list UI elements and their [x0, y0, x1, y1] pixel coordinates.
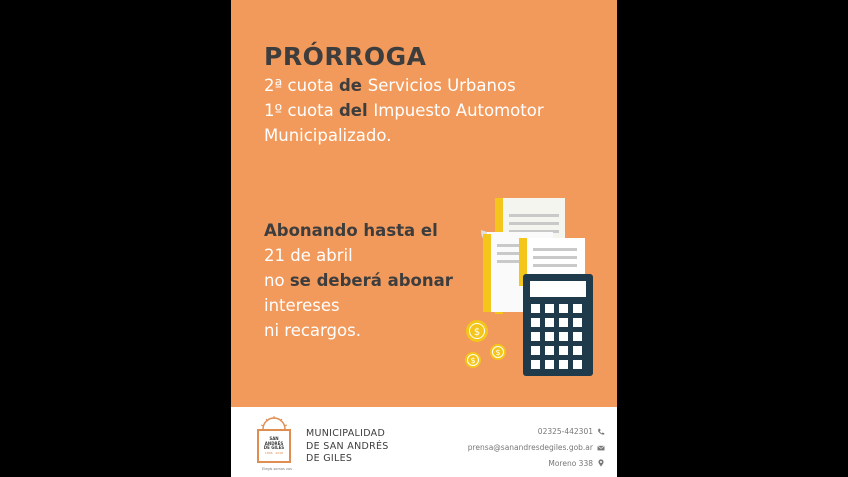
body-line-2: 21 de abril [264, 246, 353, 265]
envelope-icon [597, 444, 605, 452]
logo-box [257, 429, 291, 463]
coin-icon [465, 352, 481, 368]
subtitle-1-a: 2ª cuota [264, 76, 339, 95]
subtitle-2-c: Impuesto Automotor [373, 101, 544, 120]
coin-icon [490, 344, 506, 360]
subtitle-1-b: de [338, 76, 368, 95]
body-line-3-b: se deberá abonar [289, 271, 453, 290]
address-text: Moreno 338 [548, 459, 593, 468]
logo-tagline: Elegís somos vos [262, 467, 292, 471]
subtitle-line-3 [264, 125, 391, 147]
org-line-3: DE GILES [306, 453, 353, 464]
subtitle-2-a: 1º cuota [264, 101, 339, 120]
invoice-calculator-illustration [461, 194, 601, 384]
org-line-2: DE SAN ANDRÉS [306, 440, 389, 452]
svg-text:$: $ [473, 327, 481, 338]
email-text: prensa@sanandresdegiles.gob.ar [467, 443, 593, 452]
logo-line-2: ANDRÉS [264, 440, 284, 446]
body-line-4: intereses [264, 296, 340, 315]
calculator-icon [523, 274, 593, 376]
body-line-5: ni recargos. [264, 321, 361, 340]
svg-text:$: $ [495, 348, 501, 357]
phone-text: 02325-442301 [537, 427, 593, 436]
municipality-logo [257, 415, 293, 473]
logo-line-3: DE GILES [263, 445, 285, 451]
phone-icon [597, 428, 605, 436]
footer [231, 407, 617, 477]
body-line-1: Abonando hasta el [264, 221, 438, 240]
svg-text:$: $ [470, 356, 476, 365]
coin-icon [466, 320, 488, 342]
subtitle-3-a: Municipalizado. [264, 126, 392, 145]
organization-name [306, 428, 389, 466]
subtitle-line-1 [264, 75, 516, 97]
body-line-3-a: no [264, 271, 290, 290]
title: PRÓRROGA [264, 42, 427, 71]
logo-years: 1806 · 2018 [264, 450, 284, 455]
org-line-1: MUNICIPALIDAD [306, 428, 386, 439]
map-pin-icon [597, 459, 605, 467]
body-line-3 [264, 270, 453, 292]
poster [231, 0, 617, 477]
subtitle-line-2 [264, 100, 544, 122]
logo-line-1: SAN [269, 436, 279, 442]
subtitle-2-b: del [338, 101, 374, 120]
subtitle-1-c: Servicios Urbanos [367, 76, 516, 95]
